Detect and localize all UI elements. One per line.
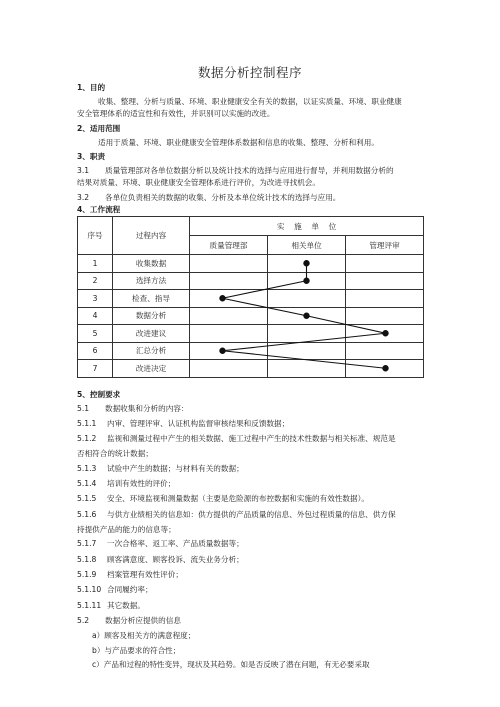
section-2-heading: 2、适用范围: [77, 124, 121, 133]
flow-cell-quality-dept: [190, 360, 268, 378]
flow-row-number: 4: [78, 307, 113, 325]
section-5-line: [77, 601, 145, 611]
section-5-line-number: 5.1.6: [77, 509, 97, 519]
flow-cell-related-unit: [268, 342, 346, 360]
header-quality-dept: 质量管理部: [190, 236, 268, 255]
section-5-line-text: 试验中产生的数据；与材料有关的数据；: [107, 463, 244, 473]
flow-row: [78, 255, 424, 273]
section-5-line-text: 持提供产品的能力的信息等；: [77, 524, 176, 534]
flow-row-number: 7: [78, 360, 113, 378]
section-5-line: [77, 479, 175, 489]
flow-cell-management-review: [346, 360, 424, 378]
section-4-heading: 4、工作流程: [77, 205, 121, 214]
section-5-line-text: b）与产品要求的符合性；: [92, 645, 181, 655]
section-5-line-number: 5.1.7: [77, 539, 97, 549]
section-3-2: [77, 193, 340, 203]
section-5-line: [77, 404, 189, 414]
section-5-line-text: 与供方业绩相关的信息如：供方提供的产品质量的信息、外包过程质量的信息、供方保: [107, 509, 396, 519]
section-5-line-text: 档案管理有效性评价；: [107, 569, 183, 579]
section-5-line-number: 5.1.10: [77, 585, 102, 595]
flow-row-number: 1: [78, 255, 113, 273]
flow-cell-management-review: [346, 342, 424, 360]
flow-cell-quality-dept: [190, 307, 268, 325]
section-5-line-number: 5.1.2: [77, 433, 97, 443]
section-3-1-line-2: 结果对质量、环境、职业健康安全管理体系进行评价，为改进寻找机会。: [77, 178, 320, 187]
section-5-heading: 5、控制要求: [77, 390, 121, 399]
section-5-line-text: 数据收集和分析的内容：: [105, 404, 189, 413]
flow-cell-related-unit: [268, 325, 346, 343]
flow-row: [78, 360, 424, 378]
section-5-line: [92, 646, 180, 656]
section-5-line-text: 一次合格率、返工率、产品质量数据等；: [107, 539, 244, 549]
section-5-line: [92, 660, 370, 670]
flow-cell-related-unit: [268, 360, 346, 378]
section-5-line-number: 5.1: [77, 404, 90, 413]
section-5-line: [77, 539, 244, 549]
header-units: 实 施 单 位: [190, 217, 424, 236]
section-5-line-text: 内审、管理评审、认证机构监督审核结果和反馈数据；: [107, 418, 290, 428]
flow-cell-quality-dept: [190, 272, 268, 290]
section-5-line-number: 5.1.4: [77, 478, 97, 488]
flow-cell-management-review: [346, 290, 424, 308]
flow-cell-management-review: [346, 325, 424, 343]
section-5-line: [77, 616, 181, 626]
section-5-line-number: 5.1.9: [77, 569, 97, 579]
flow-row: [78, 342, 424, 360]
section-3-1-line-1: 质量管理部对各单位数据分析以及统计技术的选择与应用进行督导，并利用数据分析的: [105, 166, 394, 175]
section-5-line-number: 5.1.8: [77, 554, 97, 564]
flow-cell-quality-dept: [190, 255, 268, 273]
flow-cell-quality-dept: [190, 290, 268, 308]
section-5-line-text: 数据分析应提供的信息: [105, 615, 181, 625]
header-related-unit: 相关单位: [268, 236, 346, 255]
section-5-line-text: 监视和测量过程中产生的相关数据、施工过程中产生的技术性数据与相关标准、规范是: [107, 433, 396, 443]
flow-cell-related-unit: [268, 272, 346, 290]
section-5-line-text: 其它数据。: [107, 600, 145, 610]
flow-row-number: 6: [78, 342, 113, 360]
flow-row-process: 选择方法: [113, 272, 190, 290]
section-5-line-text: a）顾客及相关方的满意程度；: [92, 631, 196, 641]
section-3-heading: 3、职责: [77, 152, 106, 161]
flow-row-number: 5: [78, 325, 113, 343]
flow-cell-quality-dept: [190, 325, 268, 343]
section-5-line: [77, 494, 369, 504]
flow-table: [77, 216, 424, 378]
section-5-line-text: 顾客满意度、顾客投诉、流失业务分析；: [107, 554, 244, 564]
header-process: 过程内容: [113, 217, 190, 255]
section-5-line-text: 培训有效性的评价；: [107, 478, 176, 488]
flow-row-number: 2: [78, 272, 113, 290]
section-5-line: [77, 585, 153, 595]
section-5-line-text: 安全、环境监视和测量数据（主要是危险源的布控数据和实施的有效性数据）。: [107, 494, 369, 504]
header-seq: 序号: [78, 217, 113, 255]
flow-cell-management-review: [346, 272, 424, 290]
section-5-line: [77, 510, 396, 520]
section-5-line: [77, 449, 153, 459]
flow-row-process: 检查、指导: [113, 290, 190, 308]
section-5-line-number: 5.2: [77, 615, 90, 625]
section-5-line-text: c）产品和过程的特性变异，现状及其趋势。如是否反映了潜在问题，有无必要采取: [92, 660, 370, 670]
header-management-review: 管理评审: [346, 236, 424, 255]
section-1-line-2: 安全管理体系的适宜性和有效性，并识别可以实施的改进。: [77, 109, 275, 118]
flow-cell-related-unit: [268, 290, 346, 308]
section-5-line: [77, 555, 244, 565]
section-1-heading: 1、目的: [77, 83, 106, 92]
section-5-line-number: 5.1.1: [77, 418, 97, 428]
section-5-line: [92, 631, 195, 641]
section-5-line: [77, 464, 244, 474]
section-3-1: [77, 166, 394, 176]
flow-row: [78, 290, 424, 308]
flow-row-process: 数据分析: [113, 307, 190, 325]
flow-row-process: 改进建议: [113, 325, 190, 343]
section-2-line-1: 适用于质量、环境、职业健康安全管理体系数据和信息的收集、整理、分析和利用。: [98, 138, 379, 147]
document-title: 数据分析控制程序: [197, 65, 302, 80]
section-5-line-number: 5.1.3: [77, 463, 97, 473]
flow-cell-related-unit: [268, 307, 346, 325]
flow-row-number: 3: [78, 290, 113, 308]
section-5-line: [77, 419, 289, 429]
flow-cell-related-unit: [268, 255, 346, 273]
flow-row-process: 改进决定: [113, 360, 190, 378]
section-5-line: [77, 525, 176, 535]
flow-cell-management-review: [346, 307, 424, 325]
flow-cell-management-review: [346, 255, 424, 273]
flow-row-process: 汇总分析: [113, 342, 190, 360]
section-5-line-text: 合同履约率；: [107, 585, 153, 595]
flow-row: [78, 272, 424, 290]
flow-row-process: 收集数据: [113, 255, 190, 273]
section-5-line-number: 5.1.5: [77, 494, 97, 504]
section-5-line: [77, 434, 396, 444]
section-5-line-number: 5.1.11: [77, 600, 102, 610]
section-3-2-number: 3.2: [77, 193, 90, 202]
flow-cell-quality-dept: [190, 342, 268, 360]
section-3-1-number: 3.1: [77, 166, 90, 175]
flow-row: [78, 307, 424, 325]
flow-row: [78, 325, 424, 343]
section-5-line-text: 否相符合的统计数据；: [77, 449, 153, 459]
section-5-line: [77, 570, 183, 580]
section-3-2-line-1: 各单位负责相关的数据的收集、分析及本单位统计技术的选择与应用。: [105, 193, 341, 202]
section-1-line-1: 收集、整理、分析与质量、环境、职业健康安全有关的数据，以证实质量、环境、职业健康: [98, 97, 402, 106]
